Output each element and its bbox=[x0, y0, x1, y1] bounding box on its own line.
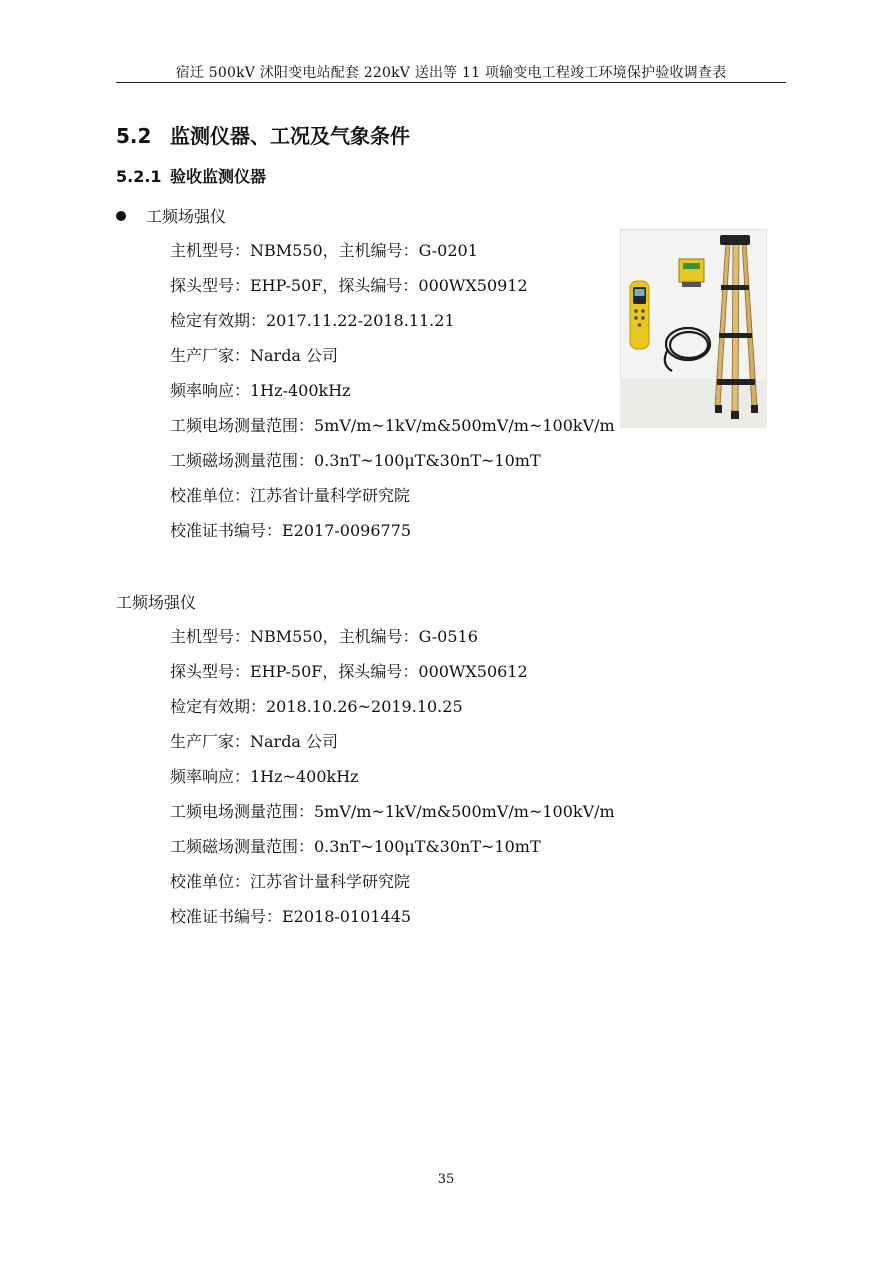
spec-line: 主机型号：NBM550，主机编号：G-0516 bbox=[170, 627, 478, 646]
spec-line: 校准证书编号：E2017-0096775 bbox=[170, 521, 412, 540]
instrument-2-specs bbox=[170, 625, 615, 940]
instrument-2-heading: 工频场强仪 bbox=[116, 593, 197, 612]
spec-line: 校准单位：江苏省计量科学研究院 bbox=[170, 486, 411, 505]
subsection-heading bbox=[116, 164, 266, 187]
subsection-number: 5.2.1 bbox=[116, 167, 162, 186]
instrument-photo bbox=[620, 229, 767, 428]
page-header: 宿迁 500kV 沭阳变电站配套 220kV 送出等 11 项输变电工程竣工环境保护验收调查表 bbox=[175, 65, 727, 81]
spec-line: 主机型号：NBM550，主机编号：G-0201 bbox=[170, 241, 478, 260]
spec-line: 检定有效期：2017.11.22-2018.11.21 bbox=[170, 311, 455, 330]
meter-device-icon bbox=[630, 281, 649, 349]
section-heading bbox=[116, 120, 410, 149]
spec-line: 生产厂家：Narda 公司 bbox=[170, 346, 339, 365]
spec-line: 工频电场测量范围：5mV/m~1kV/m&500mV/m~100kV/m bbox=[170, 416, 615, 435]
spec-line: 生产厂家：Narda 公司 bbox=[170, 732, 339, 751]
header-rule bbox=[116, 82, 786, 83]
section-title: 监测仪器、工况及气象条件 bbox=[170, 124, 410, 148]
instrument-1-specs bbox=[170, 239, 615, 554]
spec-line: 频率响应：1Hz~400kHz bbox=[170, 767, 359, 786]
bullet-icon bbox=[116, 211, 126, 221]
spec-line: 检定有效期：2018.10.26~2019.10.25 bbox=[170, 697, 463, 716]
spec-line: 探头型号：EHP-50F，探头编号：000WX50612 bbox=[170, 662, 528, 681]
page-number: 35 bbox=[437, 1172, 455, 1187]
instrument-1-heading bbox=[116, 204, 226, 227]
subsection-title: 验收监测仪器 bbox=[170, 167, 267, 186]
spec-line: 校准单位：江苏省计量科学研究院 bbox=[170, 872, 411, 891]
spec-line: 工频磁场测量范围：0.3nT~100μT&30nT~10mT bbox=[170, 837, 541, 856]
spec-line: 探头型号：EHP-50F，探头编号：000WX50912 bbox=[170, 276, 528, 295]
section-number: 5.2 bbox=[116, 124, 152, 148]
probe-cube-icon bbox=[679, 259, 704, 287]
spec-line: 频率响应：1Hz-400kHz bbox=[170, 381, 351, 400]
spec-line: 工频磁场测量范围：0.3nT~100μT&30nT~10mT bbox=[170, 451, 541, 470]
instrument-1-name: 工频场强仪 bbox=[146, 207, 227, 226]
spec-line: 校准证书编号：E2018-0101445 bbox=[170, 907, 412, 926]
spec-line: 工频电场测量范围：5mV/m~1kV/m&500mV/m~100kV/m bbox=[170, 802, 615, 821]
